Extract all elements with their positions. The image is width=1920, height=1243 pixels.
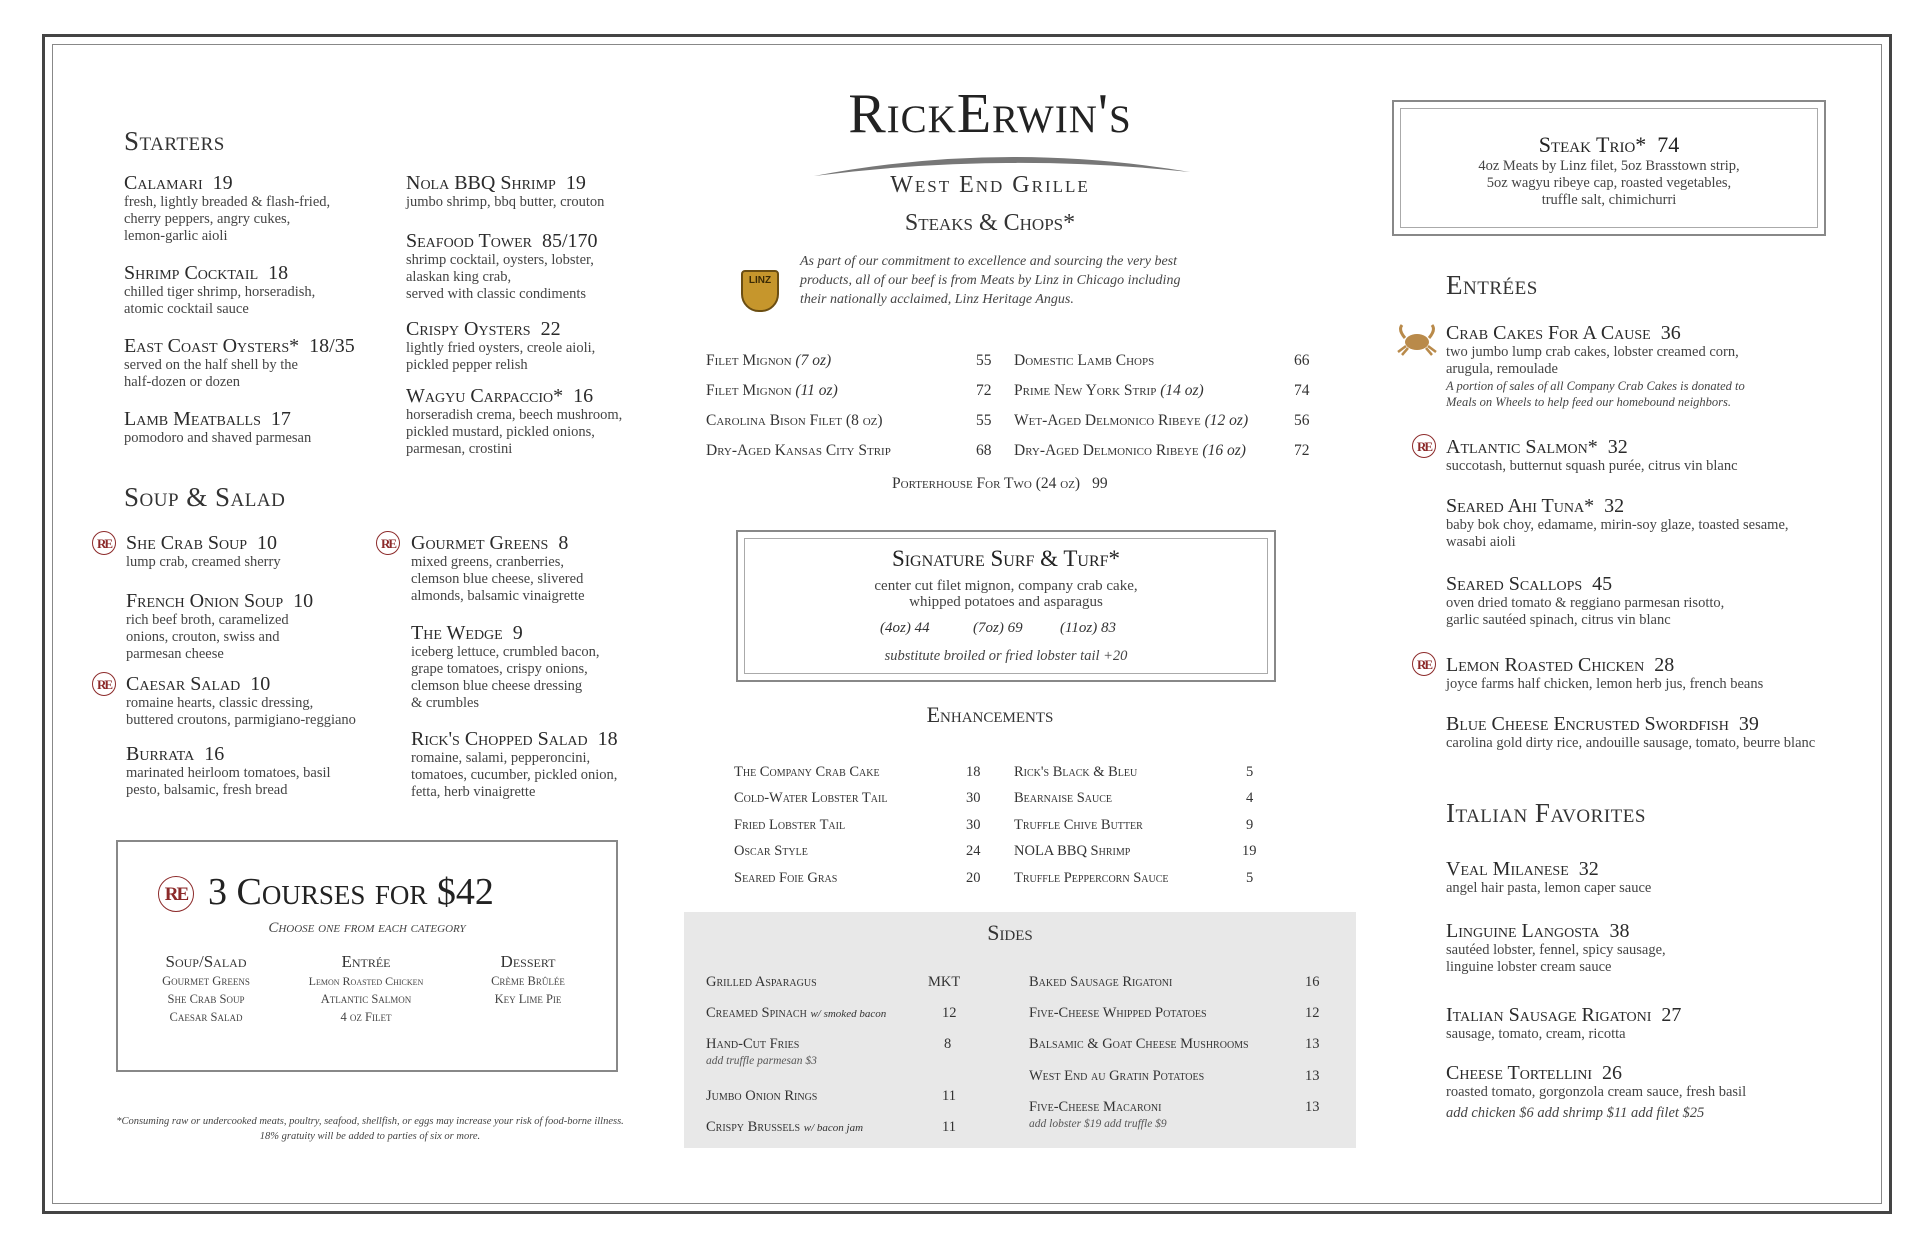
side-row (1029, 1068, 1329, 1085)
steak-trio-title: Steak Trio* (1538, 132, 1647, 157)
surf-turf-option: (11oz) 83 (1060, 620, 1116, 636)
course-option: Atlantic Salmon (320, 992, 412, 1006)
italian-veal-milanese (1446, 858, 1866, 897)
entree-atlantic-salmon (1446, 436, 1886, 475)
starters-heading: Starters (124, 126, 225, 156)
course-option: Caesar Salad (169, 1010, 243, 1024)
steak-row (706, 352, 996, 370)
entree-seared-ahi-tuna (1446, 495, 1886, 551)
item-price: 5 (1246, 764, 1254, 780)
salad-the-wedge (411, 622, 671, 712)
side-row (1029, 1005, 1329, 1022)
item-name: Veal Milanese (1446, 858, 1569, 880)
steak-row (1014, 442, 1314, 460)
item-price: 16 (1305, 974, 1320, 990)
item-name: Truffle Peppercorn Sauce (1014, 870, 1169, 886)
linz-label: LINZ (748, 275, 772, 286)
item-price: 26 (1602, 1062, 1622, 1084)
item-name: Dry-Aged Kansas City Strip (706, 442, 891, 459)
steak-row (1014, 352, 1314, 370)
three-courses-box (116, 840, 618, 1072)
italian-linguine-langosta (1446, 920, 1866, 976)
salad-ricks-chopped (411, 728, 671, 801)
item-size: (11 oz) (795, 382, 838, 399)
salad-burrata (126, 743, 386, 799)
entree-lemon-roasted-chicken (1446, 654, 1886, 693)
item-size: (14 oz) (1160, 382, 1204, 399)
item-name: Creamed Spinach (706, 1005, 807, 1021)
item-price: 16 (573, 385, 594, 407)
item-price: 13 (1305, 1036, 1320, 1052)
item-note: add lobster $19 add truffle $9 (1029, 1118, 1167, 1130)
italian-cheese-tortellini (1446, 1062, 1866, 1122)
side-row (706, 1119, 966, 1136)
item-price: 22 (540, 318, 561, 340)
entrees-heading: Entrées (1446, 270, 1538, 300)
entree-crab-cakes (1446, 322, 1886, 410)
course-col-head: Dessert (500, 952, 556, 971)
item-name: Seafood Tower (406, 230, 532, 252)
surf-turf-title: Signature Surf & Turf* (891, 546, 1121, 571)
item-desc: carolina gold dirty rice, andouille sausage, tomato, beurre blanc (1446, 735, 1816, 751)
item-name: Truffle Chive Butter (1014, 817, 1143, 833)
item-price: 11 (942, 1119, 956, 1135)
item-desc: sausage, tomato, cream, ricotta (1446, 1026, 1626, 1042)
item-price: 9 (512, 622, 523, 644)
item-price: 18 (597, 728, 618, 750)
item-name: Caesar Salad (126, 673, 241, 695)
item-desc: mixed greens, cranberries, clemson blue cheese, slivered almonds, balsamic vinaigrette (411, 554, 585, 604)
item-desc: jumbo shrimp, bbq butter, crouton (406, 194, 605, 210)
item-desc: chilled tiger shrimp, horseradish, atomic cocktail sauce (124, 284, 316, 317)
surf-turf-box (736, 530, 1276, 682)
enhancement-row (1014, 764, 1264, 781)
starter-lamb-meatballs (124, 408, 384, 447)
entree-swordfish (1446, 713, 1892, 752)
item-name: Dry-Aged Delmonico Ribeye (1014, 442, 1199, 459)
item-price: 72 (1294, 442, 1310, 459)
item-name: Baked Sausage Rigatoni (1029, 974, 1173, 990)
item-note: A portion of sales of all Company Crab Cakes is donated to Meals on Wheels to help feed our homebound neighbors. (1446, 379, 1745, 409)
item-price: 19 (565, 172, 586, 194)
item-price: 56 (1294, 412, 1310, 429)
item-name: Filet Mignon (706, 352, 792, 369)
course-option: Lemon Roasted Chicken (308, 974, 424, 988)
starter-crispy-oysters (406, 318, 666, 374)
item-price: 24 (966, 843, 981, 859)
enhancement-row (734, 843, 984, 860)
item-name: Crispy Oysters (406, 318, 531, 340)
enhancements-heading: Enhancements (926, 702, 1054, 727)
re-logo-icon: RE (92, 531, 116, 555)
item-name: Gourmet Greens (411, 532, 549, 554)
course-option: Key Lime Pie (494, 992, 562, 1006)
item-price: 4 (1246, 790, 1254, 806)
starter-east-coast-oysters (124, 335, 404, 391)
footer-disclaimer: *Consuming raw or undercooked meats, poultry, seafood, shellfish, or eggs may increase your risk of food-borne illness. 18% gratuity will be added to parties of six or more. (116, 1116, 624, 1142)
item-price: 55 (976, 412, 992, 429)
item-name: East Coast Oysters* (124, 335, 300, 357)
courses-subtitle: Choose one from each category (268, 920, 466, 936)
item-price: 10 (293, 590, 314, 612)
item-desc: romaine, salami, pepperoncini, tomatoes, cucumber, pickled onion, fetta, herb vinaigrette (411, 750, 618, 800)
course-option: Gourmet Greens (162, 974, 250, 988)
course-option: 4 oz Filet (340, 1010, 392, 1024)
item-name: Atlantic Salmon* (1446, 436, 1598, 458)
course-option: Crème Brûlée (491, 974, 565, 988)
item-name: Calamari (124, 172, 203, 194)
item-price: 36 (1660, 322, 1681, 344)
item-size: (7 oz) (795, 352, 832, 369)
item-name: Seared Scallops (1446, 573, 1583, 595)
item-desc: horseradish crema, beech mushroom, pickled mustard, pickled onions, parmesan, crostini (406, 407, 623, 457)
enhancement-row (1014, 843, 1264, 860)
re-logo-icon: RE (158, 876, 194, 912)
steak-row (1014, 412, 1314, 430)
steak-trio-price: 74 (1657, 132, 1680, 157)
item-price: 68 (976, 442, 992, 459)
item-price: 9 (1246, 817, 1254, 833)
item-name: Cold-Water Lobster Tail (734, 790, 888, 806)
item-extra: w/ smoked bacon (810, 1008, 887, 1020)
starter-nola-bbq-shrimp (406, 172, 666, 211)
item-price: 27 (1661, 1004, 1682, 1026)
item-name: French Onion Soup (126, 590, 284, 612)
course-col-head: Soup/Salad (165, 952, 247, 971)
item-size: (16 oz) (1202, 442, 1246, 459)
item-price: 12 (942, 1005, 957, 1021)
item-price: 19 (212, 172, 233, 194)
item-desc: succotash, butternut squash purée, citrus vin blanc (1446, 458, 1738, 474)
item-desc: shrimp cocktail, oysters, lobster, alaskan king crab, served with classic condiments (406, 252, 594, 302)
item-desc: baby bok choy, edamame, mirin-soy glaze, toasted sesame, wasabi aioli (1446, 517, 1789, 550)
item-price: 12 (1305, 1005, 1320, 1021)
item-name: Filet Mignon (706, 382, 792, 399)
item-name: Jumbo Onion Rings (706, 1088, 818, 1104)
starter-seafood-tower (406, 230, 666, 303)
course-col-head: Entrée (341, 952, 391, 971)
item-name: Bearnaise Sauce (1014, 790, 1113, 806)
item-price: 13 (1305, 1068, 1320, 1084)
item-desc: iceberg lettuce, crumbled bacon, grape tomatoes, crispy onions, clemson blue cheese dressing & crumbles (411, 644, 600, 711)
item-note: add chicken $6 add shrimp $11 add filet $25 (1446, 1105, 1705, 1121)
item-name: Prime New York Strip (1014, 382, 1157, 399)
item-price: MKT (928, 974, 961, 990)
surf-turf-substitute: substitute broiled or fried lobster tail +20 (884, 648, 1128, 664)
item-name: Shrimp Cocktail (124, 262, 259, 284)
starter-calamari (124, 172, 384, 245)
starter-wagyu-carpaccio (406, 385, 666, 458)
item-name: Five-Cheese Macaroni (1029, 1099, 1162, 1115)
item-price: 99 (1092, 475, 1108, 492)
item-name: Hand-Cut Fries (706, 1036, 800, 1052)
item-name: Domestic Lamb Chops (1014, 352, 1155, 369)
item-desc: roasted tomato, gorgonzola cream sauce, fresh basil (1446, 1084, 1747, 1100)
item-desc: fresh, lightly breaded & flash-fried, cherry peppers, angry cukes, lemon-garlic aioli (124, 194, 331, 244)
item-name: Blue Cheese Encrusted Swordfish (1446, 713, 1729, 735)
item-price: 55 (976, 352, 992, 369)
item-desc: oven dried tomato & reggiano parmesan risotto, garlic sautéed spinach, citrus vin blanc (1446, 595, 1725, 628)
item-price: 8 (558, 532, 569, 554)
item-name: The Company Crab Cake (734, 764, 880, 780)
enhancement-row (734, 870, 984, 887)
side-row (706, 1005, 966, 1022)
enhancement-row (734, 817, 984, 834)
item-name: Oscar Style (734, 843, 808, 859)
item-size: (12 oz) (1204, 412, 1249, 429)
item-price: 32 (1578, 858, 1599, 880)
course-col-dessert (458, 952, 598, 1008)
item-desc: rich beef broth, caramelized onions, crouton, swiss and parmesan cheese (126, 612, 289, 662)
item-desc: lump crab, creamed sherry (126, 554, 281, 570)
item-price: 39 (1738, 713, 1759, 735)
crab-icon (1394, 322, 1440, 356)
item-name: Wagyu Carpaccio* (406, 385, 564, 407)
steak-trio-box (1392, 100, 1826, 236)
item-price: 38 (1609, 920, 1630, 942)
item-price: 16 (204, 743, 225, 765)
item-desc: pomodoro and shaved parmesan (124, 430, 312, 446)
course-option: She Crab Soup (167, 992, 245, 1006)
steak-trio-desc: 4oz Meats by Linz filet, 5oz Brasstown strip, 5oz wagyu ribeye cap, roasted vegetables, truffle salt, chimichurri (1478, 158, 1740, 208)
side-row (1029, 974, 1329, 991)
beef-sourcing-note: As part of our commitment to excellence and sourcing the very best products, all of our beef is from Meats by Linz in Chicago including their nationally acclaimed, Linz Heritage Angus. (800, 254, 1181, 307)
item-price: 10 (250, 673, 271, 695)
enhancement-row (734, 764, 984, 781)
item-name: Wet-Aged Delmonico Ribeye (1014, 412, 1201, 429)
item-name: Seared Ahi Tuna* (1446, 495, 1595, 517)
item-desc: marinated heirloom tomatoes, basil pesto, balsamic, fresh bread (126, 765, 331, 798)
entree-seared-scallops (1446, 573, 1886, 629)
item-name: Carolina Bison Filet (8 oz) (706, 412, 883, 429)
steaks-heading: Steaks & Chops* (904, 210, 1076, 236)
linz-shield-icon (741, 270, 779, 312)
re-logo-icon: RE (1412, 434, 1436, 458)
steak-row (706, 412, 996, 430)
salad-caesar (126, 673, 396, 729)
item-price: 19 (1242, 843, 1257, 859)
item-price: 18/35 (309, 335, 355, 357)
starter-shrimp-cocktail (124, 262, 384, 318)
item-name: The Wedge (411, 622, 503, 644)
soup-she-crab (126, 532, 386, 571)
course-col-soup-salad (136, 952, 276, 1026)
steak-trio-title-row (1394, 132, 1824, 158)
item-price: 13 (1305, 1099, 1320, 1115)
side-row (706, 974, 966, 991)
item-name: Crab Cakes For A Cause (1446, 322, 1651, 344)
item-price: 18 (966, 764, 981, 780)
restaurant-logo: RickErwin's (848, 83, 1132, 145)
item-name: Rick's Chopped Salad (411, 728, 588, 750)
item-name: Italian Sausage Rigatoni (1446, 1004, 1652, 1026)
sides-heading: Sides (987, 920, 1033, 945)
salad-gourmet-greens (411, 532, 671, 605)
item-name: Crispy Brussels (706, 1119, 801, 1135)
surf-turf-option: (7oz) 69 (973, 620, 1023, 636)
side-row (706, 1036, 966, 1067)
item-name: Balsamic & Goat Cheese Mushrooms (1029, 1036, 1249, 1052)
item-price: 74 (1294, 382, 1310, 399)
side-row (1029, 1099, 1329, 1130)
italian-heading: Italian Favorites (1446, 798, 1646, 828)
enhancement-row (734, 790, 984, 807)
re-logo-icon: RE (376, 531, 400, 555)
item-name: NOLA BBQ Shrimp (1014, 843, 1131, 859)
surf-turf-option: (4oz) 44 (880, 620, 930, 636)
item-price: 30 (966, 817, 981, 833)
item-desc: romaine hearts, classic dressing, buttered croutons, parmigiano-reggiano (126, 695, 356, 728)
item-price: 11 (942, 1088, 956, 1104)
item-price: 30 (966, 790, 981, 806)
restaurant-tagline: West End Grille (890, 172, 1090, 198)
item-name: She Crab Soup (126, 532, 248, 554)
item-extra: w/ bacon jam (803, 1122, 864, 1134)
re-logo-icon: RE (92, 672, 116, 696)
item-name: Lamb Meatballs (124, 408, 261, 430)
surf-turf-desc: center cut filet mignon, company crab cake, whipped potatoes and asparagus (874, 578, 1138, 610)
item-desc: angel hair pasta, lemon caper sauce (1446, 880, 1652, 896)
soup-salad-heading: Soup & Salad (124, 482, 286, 512)
re-logo-icon: RE (1412, 652, 1436, 676)
steak-row (706, 382, 996, 400)
side-row (1029, 1036, 1329, 1053)
italian-sausage-rigatoni (1446, 1004, 1866, 1043)
item-name: Rick's Black & Bleu (1014, 764, 1138, 780)
item-desc: lightly fried oysters, creole aioli, pickled pepper relish (406, 340, 596, 373)
item-name: Cheese Tortellini (1446, 1062, 1592, 1084)
item-price: 8 (944, 1036, 952, 1052)
side-row (706, 1088, 966, 1105)
item-name: Seared Foie Gras (734, 870, 838, 886)
item-name: Burrata (126, 743, 195, 765)
item-price: 17 (270, 408, 291, 430)
item-price: 85/170 (541, 230, 598, 252)
item-name: Five-Cheese Whipped Potatoes (1029, 1005, 1207, 1021)
porterhouse-row (892, 475, 1152, 493)
item-price: 66 (1294, 352, 1310, 369)
item-price: 32 (1607, 436, 1628, 458)
item-name: West End au Gratin Potatoes (1029, 1068, 1205, 1084)
item-note: add truffle parmesan $3 (706, 1055, 817, 1067)
soup-french-onion (126, 590, 386, 663)
item-desc: served on the half shell by the half-dozen or dozen (124, 357, 298, 390)
item-price: 72 (976, 382, 992, 399)
item-name: Porterhouse For Two (24 oz) (892, 475, 1081, 492)
item-price: 10 (257, 532, 278, 554)
item-name: Nola BBQ Shrimp (406, 172, 556, 194)
item-price: 18 (268, 262, 289, 284)
item-desc: sautéed lobster, fennel, spicy sausage, linguine lobster cream sauce (1446, 942, 1666, 975)
item-desc: joyce farms half chicken, lemon herb jus, french beans (1446, 676, 1764, 692)
enhancement-row (1014, 790, 1264, 807)
enhancement-row (1014, 817, 1264, 834)
courses-title: 3 Courses for $42 (208, 871, 494, 913)
item-price: 45 (1592, 573, 1613, 595)
item-name: Fried Lobster Tail (734, 817, 846, 833)
course-col-entree (286, 952, 446, 1026)
item-price: 5 (1246, 870, 1254, 886)
steak-row (1014, 382, 1314, 400)
item-name: Lemon Roasted Chicken (1446, 654, 1645, 676)
item-name: Grilled Asparagus (706, 974, 817, 990)
item-price: 32 (1604, 495, 1625, 517)
item-desc: two jumbo lump crab cakes, lobster creamed corn, arugula, remoulade (1446, 344, 1739, 377)
item-price: 28 (1654, 654, 1675, 676)
enhancement-row (1014, 870, 1264, 887)
item-name: Linguine Langosta (1446, 920, 1600, 942)
steak-row (706, 442, 996, 460)
item-price: 20 (966, 870, 981, 886)
